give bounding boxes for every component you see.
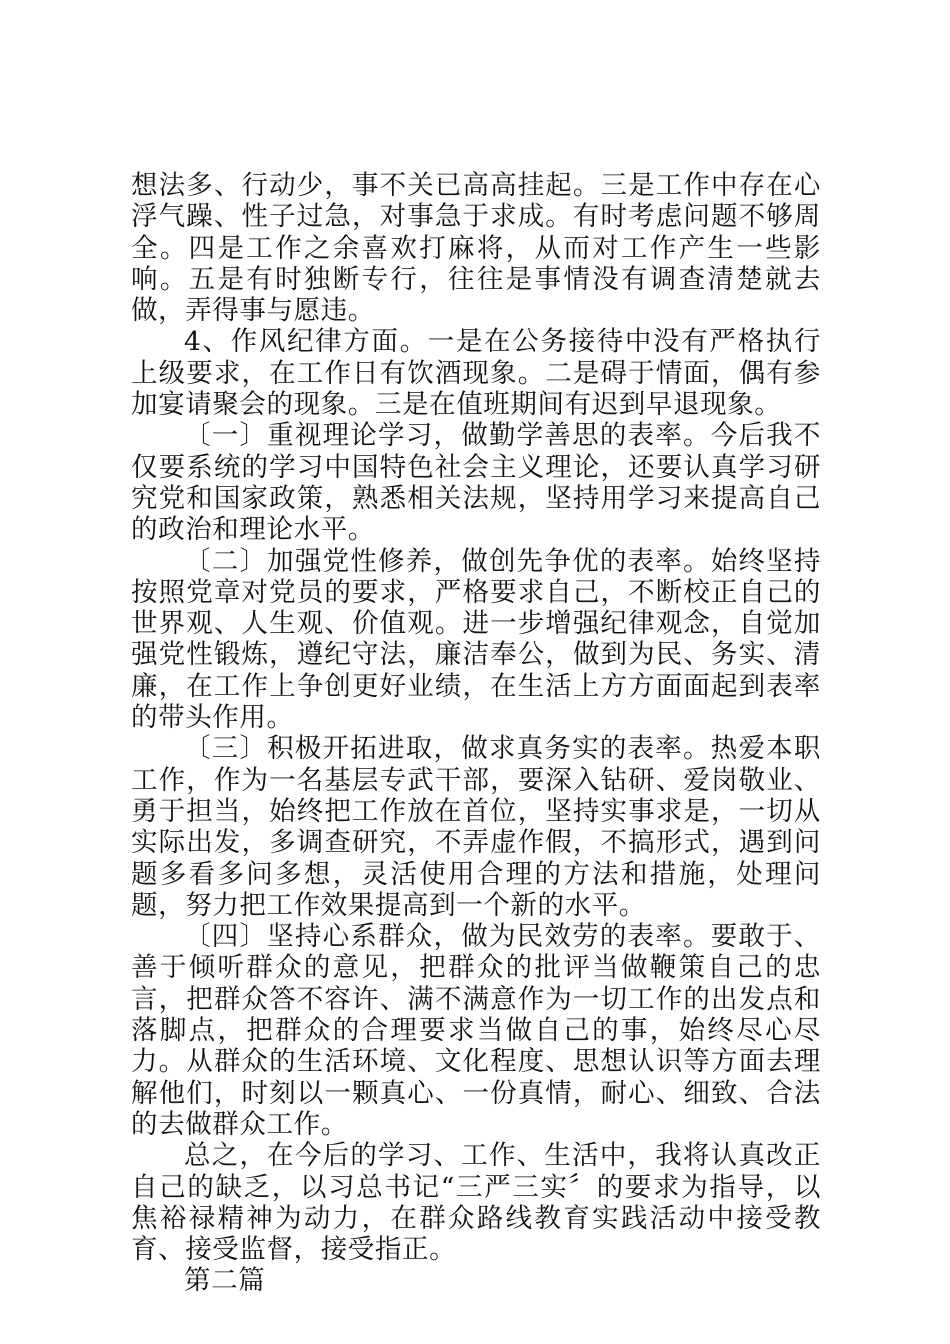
paragraph-5: 〔三〕积极开拓进取，做求真务实的表率。热爱本职工作，作为一名基层专武干部，要深入钻研、爱岗敬业、勇于担当，始终把工作放在首位，坚持实事求是，一切从实际出发，多调查研究，不弄虚作假，不搞形式，遇到问题多看多问多想，灵活使用合理的方法和措施，处理问题，努力把工作效果提高到一个新的水平。 xyxy=(131,733,821,921)
section-heading: 第二篇 xyxy=(184,1265,266,1297)
document-page xyxy=(131,170,821,1297)
paragraph-7: 总之，在今后的学习、工作、生活中，我将认真改正自己的缺乏，以习总书记“三严三实〞的要求为指导，以焦裕禄精神为动力，在群众路线教育实践活动中接受教育、接受监督，接受指正。 xyxy=(131,1140,821,1266)
paragraph-6: 〔四〕坚持心系群众，做为民效劳的表率。要敢于、善于倾听群众的意见，把群众的批评当做鞭策自己的忠言，把群众答不容许、满不满意作为一切工作的出发点和落脚点，把群众的合理要求当做自己的事，始终尽心尽力。从群众的生活环境、文化程度、思想认识等方面去理解他们，时刻以一颗真心、一份真情，耐心、细致、合法的去做群众工作。 xyxy=(131,921,821,1140)
paragraph-4: 〔二〕加强党性修养，做创先争优的表率。始终坚持按照党章对党员的要求，严格要求自己，不断校正自己的世界观、人生观、价值观。进一步增强纪律观念，自觉加强党性锻炼，遵纪守法，廉洁奉公，做到为民、务实、清廉，在工作上争创更好业绩，在生活上方方面面起到表率的带头作用。 xyxy=(131,545,821,734)
paragraph-2: 4、作风纪律方面。一是在公务接待中没有严格执行上级要求，在工作日有饮酒现象。二是碍于情面，偶有参加宴请聚会的现象。三是在值班期间有迟到早退现象。 xyxy=(131,326,821,421)
paragraph-1: 想法多、行动少，事不关已高高挂起。三是工作中存在心浮气躁、性子过急，对事急于求成。有时考虑问题不够周全。四是工作之余喜欢打麻将，从而对工作产生一些影响。五是有时独断专行，往往是事情没有调查清楚就去做，弄得事与愿违。 xyxy=(131,170,821,327)
paragraph-3: 〔一〕重视理论学习，做勤学善思的表率。今后我不仅要系统的学习中国特色社会主义理论，还要认真学习研究党和国家政策，熟悉相关法规，坚持用学习来提高自己的政治和理论水平。 xyxy=(131,420,821,546)
